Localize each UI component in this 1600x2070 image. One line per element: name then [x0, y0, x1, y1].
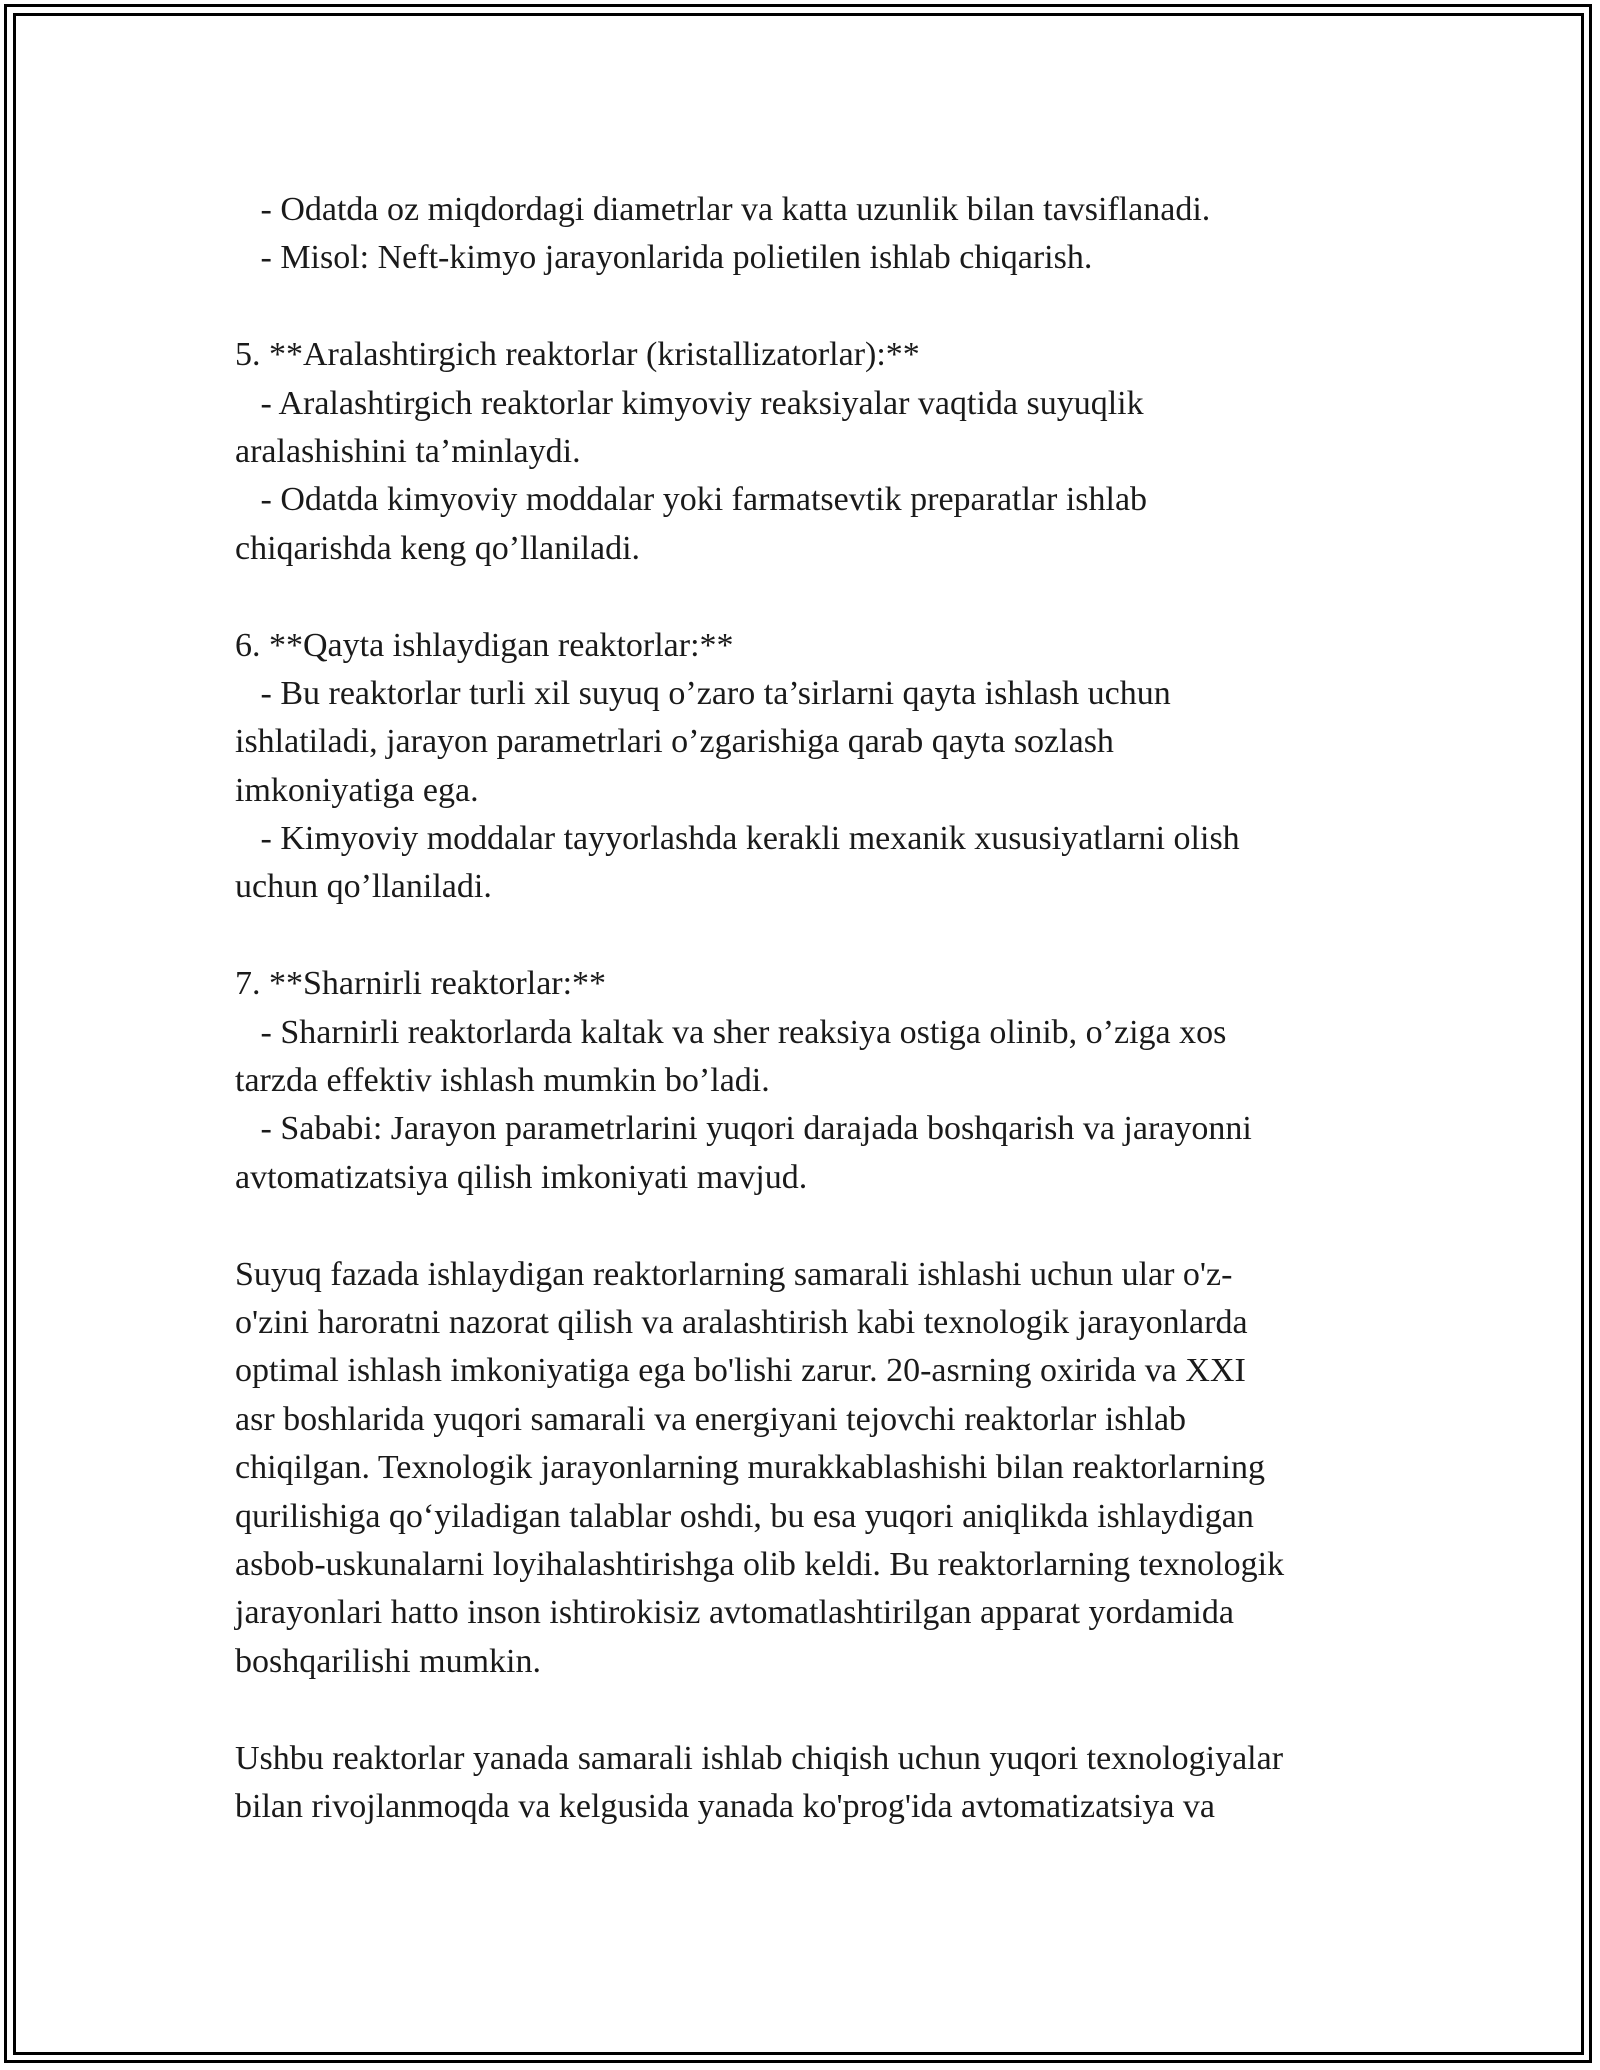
blank-line: [235, 1202, 1375, 1250]
text-line: 7. **Sharnirli reaktorlar:**: [235, 965, 607, 1003]
blank-line: [235, 283, 1375, 331]
text-line: Ushbu reaktorlar yanada samarali ishlab chiqish uchun yuqori texnologiyalar: [235, 1739, 1284, 1777]
text-line: - Odatda oz miqdordagi diametrlar va katta uzunlik bilan tavsiflanadi.: [235, 191, 1211, 228]
text-line: imkoniyatiga ega.: [235, 771, 479, 809]
text-line: chiqarishda keng qo’llaniladi.: [235, 529, 641, 567]
blank-line: [235, 573, 1375, 621]
blank-line: [235, 912, 1375, 960]
text-line: jarayonlari hatto inson ishtirokisiz avtomatlashtirilgan apparat yordamida: [235, 1594, 1234, 1632]
text-line: optimal ishlash imkoniyatiga ega bo'lishi zarur. 20-asrning oxirida va XXI: [235, 1352, 1246, 1390]
text-line: chiqilgan. Texnologik jarayonlarning murakkablashishi bilan reaktorlarning: [235, 1449, 1265, 1487]
text-line: bilan rivojlanmoqda va kelgusida yanada ko'prog'ida avtomatizatsiya va: [235, 1787, 1216, 1825]
text-line: 5. **Aralashtirgich reaktorlar (kristallizatorlar):**: [235, 336, 920, 374]
text-line: 6. **Qayta ishlaydigan reaktorlar:**: [235, 626, 734, 664]
document-body: [235, 186, 1375, 1831]
blank-line: [235, 1686, 1375, 1734]
text-line: - Aralashtirgich reaktorlar kimyoviy reaksiyalar vaqtida suyuqlik: [235, 384, 1144, 422]
text-line: qurilishiga qo‘yiladigan talablar oshdi, bu esa yuqori aniqlikda ishlaydigan: [235, 1497, 1254, 1535]
text-line: asbob-uskunalarni loyihalashtirishga olib keldi. Bu reaktorlarning texnologik: [235, 1545, 1285, 1583]
text-line: boshqarilishi mumkin.: [235, 1642, 541, 1680]
text-line: - Sharnirli reaktorlarda kaltak va sher reaksiya ostiga olinib, o’ziga xos: [235, 1013, 1227, 1051]
text-line: asr boshlarida yuqori samarali va energiyani tejovchi reaktorlar ishlab: [235, 1400, 1187, 1438]
text-line: - Odatda kimyoviy moddalar yoki farmatsevtik preparatlar ishlab: [235, 481, 1148, 519]
text-line: o'zini haroratni nazorat qilish va aralashtirish kabi texnologik jarayonlarda: [235, 1303, 1248, 1341]
text-line: avtomatizatsiya qilish imkoniyati mavjud.: [235, 1158, 808, 1196]
text-line: - Sababi: Jarayon parametrlarini yuqori darajada boshqarish va jarayonni: [235, 1110, 1252, 1148]
text-line: tarzda effektiv ishlash mumkin bo’ladi.: [235, 1062, 770, 1100]
text-line: Suyuq fazada ishlaydigan reaktorlarning samarali ishlashi uchun ular o'z-: [235, 1255, 1233, 1293]
text-line: aralashishini ta’minlaydi.: [235, 432, 581, 470]
text-line: - Bu reaktorlar turli xil suyuq o’zaro ta’sirlarni qayta ishlash uchun: [235, 674, 1171, 712]
text-line: ishlatiladi, jarayon parametrlari o’zgarishiga qarab qayta sozlash: [235, 723, 1114, 761]
text-line: - Misol: Neft-kimyo jarayonlarida polietilen ishlab chiqarish.: [235, 239, 1093, 277]
text-line: uchun qo’llaniladi.: [235, 868, 492, 906]
text-line: - Kimyoviy moddalar tayyorlashda kerakli mexanik xususiyatlarni olish: [235, 820, 1240, 858]
